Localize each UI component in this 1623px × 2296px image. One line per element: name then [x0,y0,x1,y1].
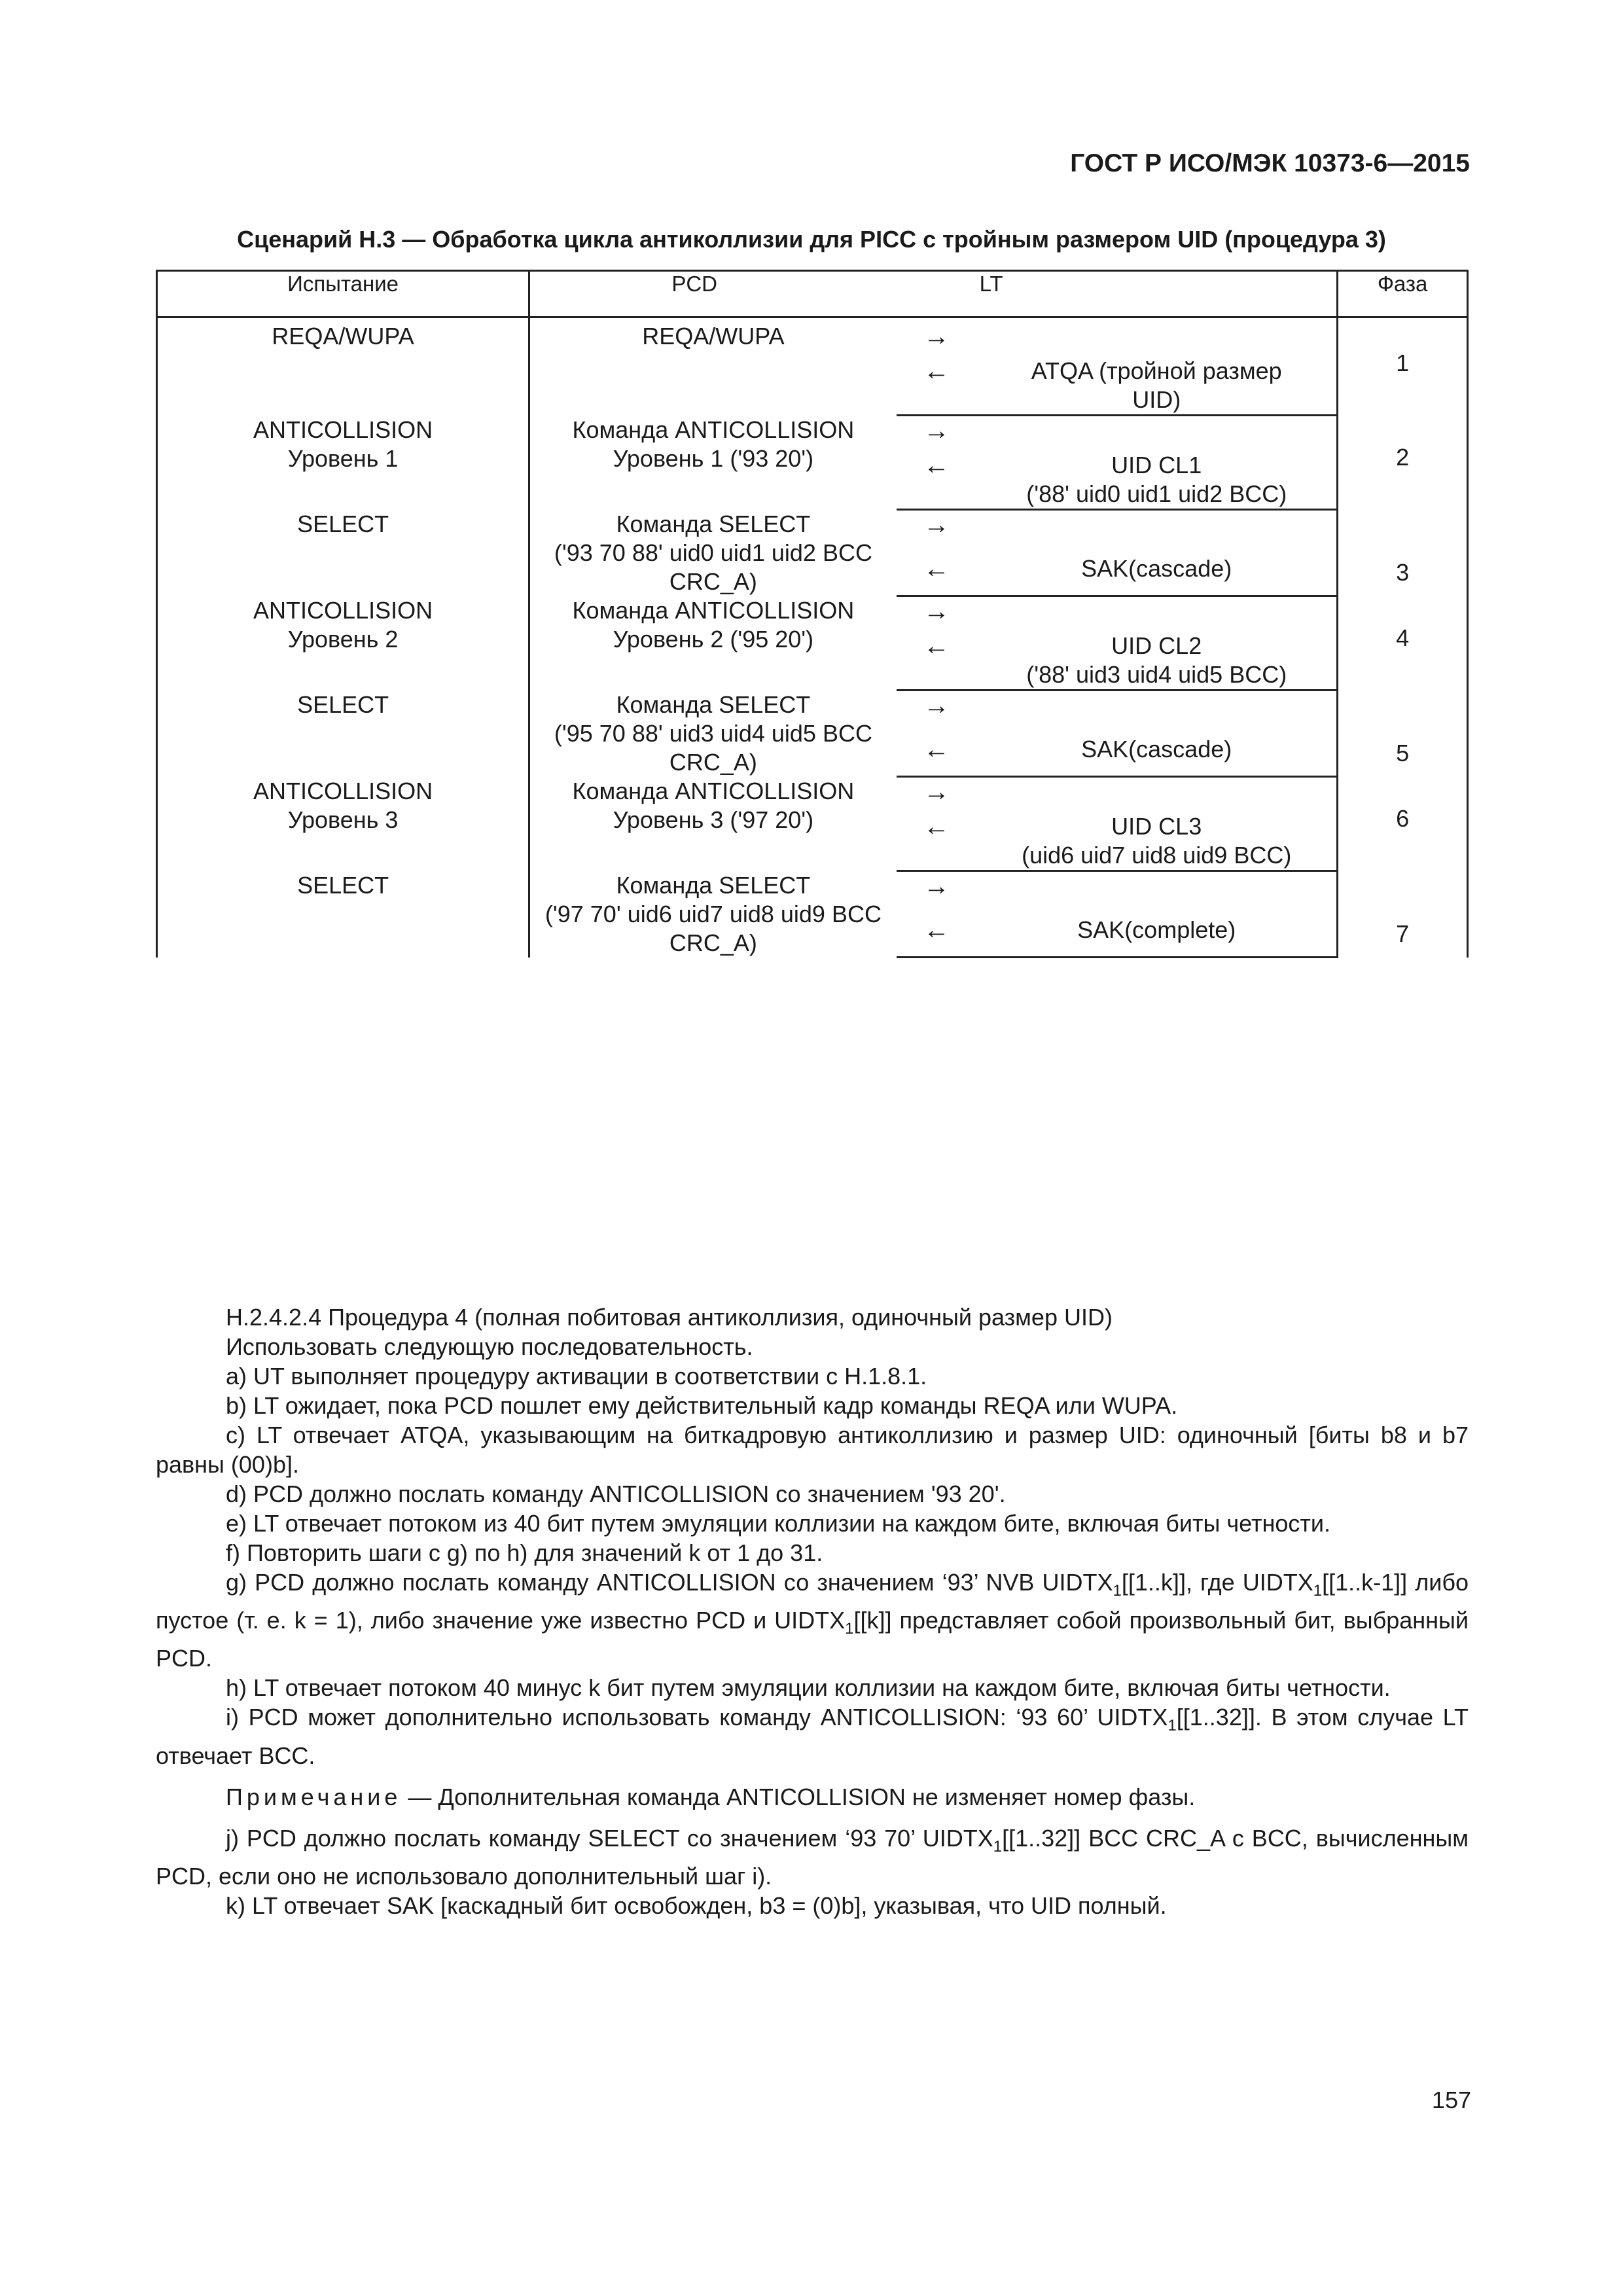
arrow-right-icon: → [923,778,950,806]
pcd-cell: Команда ANTICOLLISION Уровень 2 ('95 20') [572,596,855,653]
test-cell: ANTICOLLISION Уровень 1 [157,416,529,510]
arrow-right-icon: → [923,322,950,351]
phase-number: 3 [1396,558,1410,586]
arrow-right-icon: → [923,691,950,720]
arrow-left-icon: ← [897,626,977,691]
note: Примечание — Дополнительная команда ANTICOLLISION не изменяет номер фазы. [226,1783,1196,1810]
pcd-cell: REQA/WUPA [642,323,785,350]
lt-empty [976,691,1337,730]
pcd-cell: Команда SELECT ('93 70 88' uid0 uid1 uid2 BCC CRC_A) [554,510,872,595]
col-header-pcd: PCD [671,272,718,296]
arrow-left-icon: ← [897,549,977,596]
table-row [157,871,1468,911]
lt-cell: UID CL2 ('88' uid3 uid4 uid5 BCC) [976,626,1337,691]
step-h: h) LT отвечает потоком 40 минус k бит путем эмуляции коллизии на каждом бите, включая биты четности. [226,1674,1391,1702]
col-header-test: Испытание [157,271,529,317]
phase-number: 5 [1396,739,1410,766]
lt-cell: SAK(cascade) [976,730,1337,776]
lt-empty [976,871,1337,911]
note-label: Примечание [226,1783,402,1810]
lt-empty [976,596,1337,627]
table-row [157,777,1468,808]
phase-cell [1338,510,1468,596]
arrow-right-icon: → [923,597,950,626]
step-d: d) PCD должно послать команду ANTICOLLISION со значением '93 20'. [226,1480,1006,1507]
test-cell: SELECT [157,510,529,596]
table-row [157,510,1468,550]
table-row [157,596,1468,627]
lt-cell: ATQA (тройной размер UID) [976,351,1337,416]
step-b: b) LT ожидает, пока PCD пошлет ему действительный кадр команды REQA или WUPA. [226,1392,1178,1419]
section-heading: H.2.4.2.4 Процедура 4 (полная побитовая антиколлизия, одиночный размер UID) [226,1304,1113,1331]
step-i: i) PCD может дополнительно использовать команду ANTICOLLISION: ‘93 60’ $UIDTX_1[[1..32]]$. В этом случае LT отвечает BCC. [156,1704,1469,1769]
arrow-right-icon: → [923,511,950,539]
pcd-cell: Команда ANTICOLLISION Уровень 3 ('97 20') [572,777,855,833]
arrow-right-icon: → [923,872,950,901]
intro-line: Использовать следующую последовательность. [226,1333,753,1360]
table-caption: Сценарий H.3 — Обработка цикла антиколлизии для PICC с тройным размером UID (процедура 3) [237,226,1386,253]
test-cell: ANTICOLLISION Уровень 3 [157,777,529,871]
step-j: j) PCD должно послать команду SELECT со значением ‘93 70’ $UIDTX_1[[1..32]]$ BCC CRC_A с BCC, вычисленным PCD, если оно не использовало дополнительный шаг i). [156,1824,1469,1890]
phase-cell [1338,322,1468,416]
phase-cell [1338,691,1468,777]
table-row [157,322,1468,351]
step-c: c) LT отвечает ATQA, указывающим на биткадровую антиколлизию и размер UID: одиночный [биты b8 и b7 равны (00)b]. [156,1422,1469,1478]
page-number: 157 [1431,2087,1471,2113]
col-header-pcd-lt [529,271,1338,317]
pcd-cell: Команда SELECT ('95 70 88' uid3 uid4 uid5 BCC CRC_A) [554,691,872,776]
arrow-right-icon: → [923,416,950,445]
standard-header: ГОСТ Р ИСО/МЭК 10373-6—2015 [1070,149,1470,177]
phase-number: 2 [1396,443,1410,471]
step-e: e) LT отвечает потоком из 40 бит путем эмуляции коллизии на каждом бите, включая биты четности. [226,1510,1330,1537]
arrow-left-icon: ← [897,446,977,510]
pcd-cell: Команда ANTICOLLISION Уровень 1 ('93 20') [572,416,855,472]
lt-empty [976,322,1337,351]
lt-empty [976,510,1337,550]
phase-cell [1338,777,1468,871]
arrow-left-icon: ← [897,351,977,416]
phase-number: 7 [1396,920,1410,947]
lt-cell: UID CL3 (uid6 uid7 uid8 uid9 BCC) [976,807,1337,871]
step-f: f) Повторить шаги с g) по h) для значений k от 1 до 31. [226,1539,823,1566]
phase-number: 4 [1396,624,1410,651]
lt-empty [976,777,1337,808]
lt-cell: UID CL1 ('88' uid0 uid1 uid2 BCC) [976,446,1337,510]
arrow-left-icon: ← [897,730,977,776]
phase-number: 6 [1396,804,1410,832]
test-cell: SELECT [157,691,529,777]
lt-cell: SAK(complete) [976,910,1337,957]
test-cell: ANTICOLLISION Уровень 2 [157,596,529,691]
scenario-table [156,270,1469,958]
step-a: a) UT выполняет процедуру активации в соответствии с H.1.8.1. [226,1363,927,1390]
phase-cell [1338,596,1468,691]
arrow-left-icon: ← [897,807,977,871]
lt-cell: SAK(cascade) [976,549,1337,596]
phase-cell [1338,871,1468,958]
table-spacer-row [157,317,1468,323]
test-cell: REQA/WUPA [157,322,529,416]
step-k: k) LT отвечает SAK [каскадный бит освобожден, b3 = (0)b], указывая, что UID полный. [226,1892,1167,1919]
phase-cell [1338,416,1468,510]
pcd-cell: Команда SELECT ('97 70' uid6 uid7 uid8 uid9 BCC CRC_A) [544,871,882,956]
col-header-lt: LT [979,272,1003,296]
lt-empty [976,416,1337,446]
procedure-text [156,1302,1469,1920]
test-cell: SELECT [157,871,529,958]
col-header-phase: Фаза [1338,271,1468,317]
phase-number: 1 [1396,349,1410,376]
arrow-left-icon: ← [897,910,977,957]
table-row [157,691,1468,730]
step-g: g) PCD должно послать команду ANTICOLLISION со значением ‘93’ NVB $UIDTX_1[[1..k]]$, где $UIDTX_1[[1..k-1]]$ либо пустое (т. е. k = 1), либо значение уже известно PCD и $UIDTX_1[[k]]$ представляет собой произвольный бит, выбранный PCD. [156,1569,1469,1672]
table-row [157,416,1468,446]
